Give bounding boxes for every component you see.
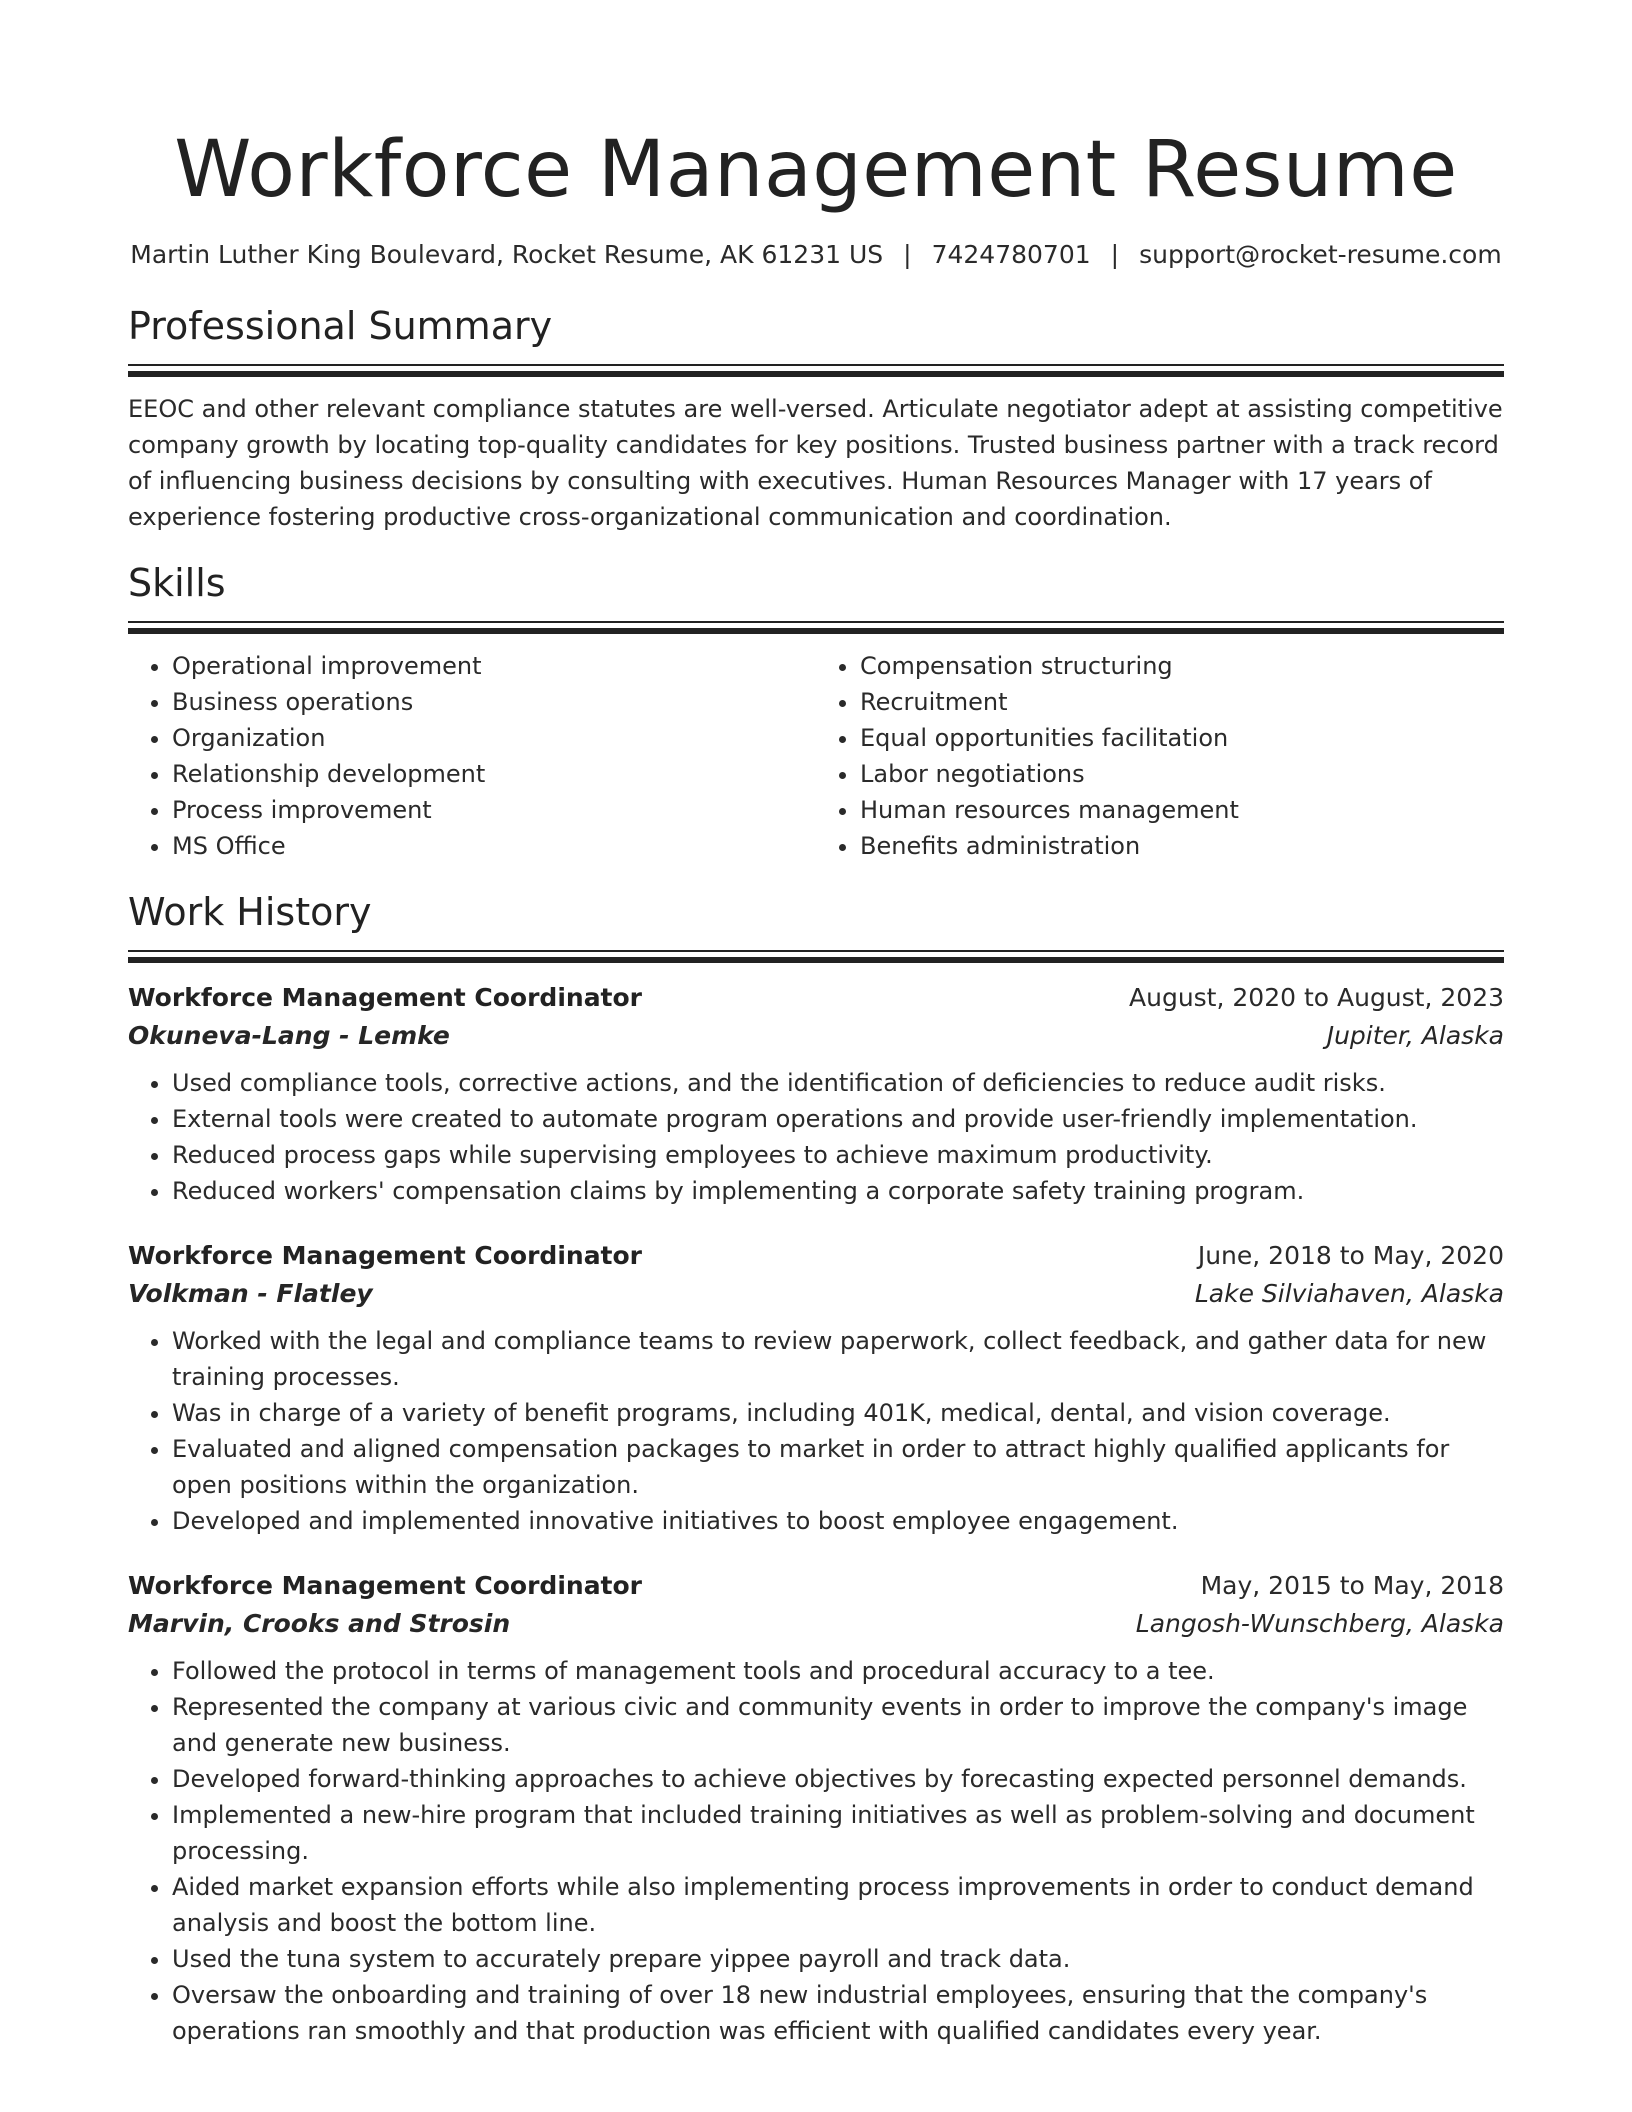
- job-entry: [128, 1237, 1504, 1539]
- skill-item: • Process improvement: [172, 792, 816, 828]
- job-location: Lake Silviahaven, Alaska: [1194, 1279, 1504, 1308]
- job-bullet: • Aided market expansion efforts while also implementing process improvements in order to conduct demand analysis and boost the bottom line.: [172, 1869, 1504, 1941]
- skill-item: • Recruitment: [860, 684, 1504, 720]
- skill-item: • Operational improvement: [172, 648, 816, 684]
- section-heading: Work History: [128, 890, 372, 934]
- job-bullet: • Used the tuna system to accurately prepare yippee payroll and track data.: [172, 1941, 1504, 1977]
- job-title: Workforce Management Coordinator: [128, 1571, 643, 1600]
- address: Martin Luther King Boulevard, Rocket Resume, AK 61231 US: [130, 240, 884, 269]
- job-bullet: • Used compliance tools, corrective actions, and the identification of deficiencies to reduce audit risks.: [172, 1065, 1504, 1101]
- section-rule: [128, 364, 1504, 377]
- job-bullet: • Represented the company at various civic and community events in order to improve the company's image and generate new business.: [172, 1689, 1504, 1761]
- job-bullet: • Followed the protocol in terms of management tools and procedural accuracy to a tee.: [172, 1653, 1504, 1689]
- section-rule: [128, 621, 1504, 634]
- skill-item: • Human resources management: [860, 792, 1504, 828]
- skill-item: • MS Office: [172, 828, 816, 864]
- job-bullets: [128, 1323, 1504, 1539]
- job-bullet: • Was in charge of a variety of benefit programs, including 401K, medical, dental, and vision coverage.: [172, 1395, 1504, 1431]
- job-entry: [128, 979, 1504, 1209]
- phone: 7424780701: [931, 240, 1091, 269]
- skill-item: • Compensation structuring: [860, 648, 1504, 684]
- section-heading: Professional Summary: [128, 304, 553, 348]
- skill-item: • Relationship development: [172, 756, 816, 792]
- skill-item: • Benefits administration: [860, 828, 1504, 864]
- skill-item: • Equal opportunities facilitation: [860, 720, 1504, 756]
- job-title: Workforce Management Coordinator: [128, 983, 643, 1012]
- job-bullet: • Oversaw the onboarding and training of over 18 new industrial employees, ensuring that the company's operations ran smoothly and that production was efficient with qualified candidates every year.: [172, 1977, 1504, 2049]
- skill-item: • Organization: [172, 720, 816, 756]
- job-bullet: • Reduced workers' compensation claims by implementing a corporate safety training program.: [172, 1173, 1504, 1209]
- job-location: Langosh-Wunschberg, Alaska: [1135, 1609, 1504, 1638]
- job-bullet: • Developed forward-thinking approaches to achieve objectives by forecasting expected personnel demands.: [172, 1761, 1504, 1797]
- job-company: Volkman - Flatley: [128, 1279, 373, 1308]
- job-dates: May, 2015 to May, 2018: [1200, 1571, 1504, 1600]
- job-bullets: [128, 1065, 1504, 1209]
- work-section: [128, 888, 1504, 2049]
- job-title: Workforce Management Coordinator: [128, 1241, 643, 1270]
- job-bullet: • Worked with the legal and compliance teams to review paperwork, collect feedback, and gather data for new training processes.: [172, 1323, 1504, 1395]
- job-dates: June, 2018 to May, 2020: [1197, 1241, 1504, 1270]
- job-company: Marvin, Crooks and Strosin: [128, 1609, 511, 1638]
- job-bullet: • Implemented a new-hire program that included training initiatives as well as problem-solving and document processing.: [172, 1797, 1504, 1869]
- job-bullets: [128, 1653, 1504, 2049]
- job-dates: August, 2020 to August, 2023: [1129, 983, 1504, 1012]
- skills-column-left: [128, 648, 816, 864]
- job-company: Okuneva-Lang - Lemke: [128, 1021, 450, 1050]
- skills-section: [128, 559, 1504, 864]
- job-bullet: • Reduced process gaps while supervising employees to achieve maximum productivity.: [172, 1137, 1504, 1173]
- separator: |: [1110, 240, 1120, 269]
- skills-list: [128, 648, 1504, 864]
- summary-section: [128, 302, 1504, 535]
- job-entry: [128, 1567, 1504, 2049]
- summary-text: EEOC and other relevant compliance statutes are well-versed. Articulate negotiator adept at assisting competitive company growth by locating top-quality candidates for key positions. Trusted business partner with a track record of influencing business decisions by consulting with executives. Human Resources Manager with 17 years of experience fostering productive cross-organizational communication and coordination.: [128, 395, 1503, 531]
- email: support@rocket-resume.com: [1139, 240, 1502, 269]
- resume-title: Workforce Management Resume: [174, 125, 1458, 215]
- skill-item: • Business operations: [172, 684, 816, 720]
- separator: |: [903, 240, 912, 269]
- job-bullet: • Developed and implemented innovative initiatives to boost employee engagement.: [172, 1503, 1504, 1539]
- section-heading: Skills: [128, 561, 226, 605]
- contact-line: [128, 238, 1504, 272]
- skills-column-right: [816, 648, 1504, 864]
- job-bullet: • Evaluated and aligned compensation packages to market in order to attract highly qualified applicants for open positions within the organization.: [172, 1431, 1504, 1503]
- skill-item: • Labor negotiations: [860, 756, 1504, 792]
- job-location: Jupiter, Alaska: [1326, 1021, 1504, 1050]
- section-rule: [128, 950, 1504, 963]
- job-bullet: • External tools were created to automate program operations and provide user-friendly implementation.: [172, 1101, 1504, 1137]
